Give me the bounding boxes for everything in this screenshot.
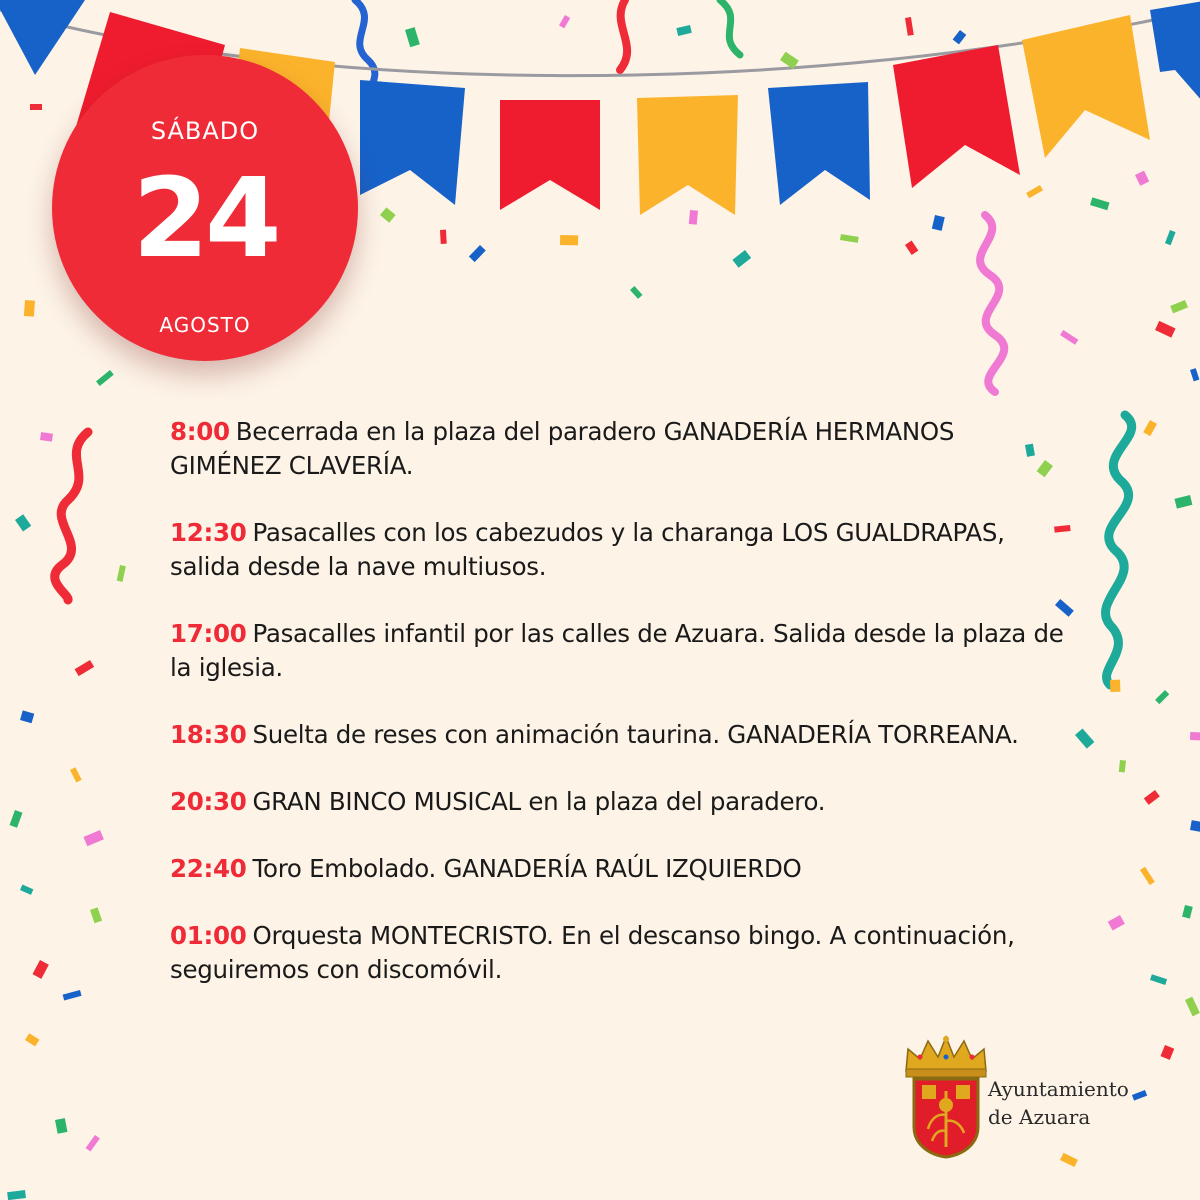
schedule-item — [170, 852, 1070, 886]
confetti-piece — [932, 215, 945, 231]
event-description: Orquesta MONTECRISTO. En el descanso bingo. A continuación, seguiremos con discomóvil. — [170, 921, 1015, 984]
confetti-piece — [24, 300, 35, 317]
confetti-piece — [96, 370, 114, 386]
confetti-piece — [1144, 790, 1160, 805]
event-time: 17:00 — [170, 619, 247, 648]
confetti-piece — [1170, 300, 1188, 313]
schedule-item — [170, 617, 1070, 685]
confetti-piece — [440, 230, 447, 244]
confetti-piece — [1026, 185, 1043, 198]
green-streamer-top — [720, 0, 740, 55]
confetti-piece — [15, 514, 31, 531]
flag — [1150, 0, 1200, 110]
logo-line-1: Ayuntamiento — [988, 1077, 1129, 1101]
flag — [1022, 15, 1150, 158]
confetti-piece — [1150, 974, 1167, 985]
confetti-piece — [905, 241, 918, 255]
confetti-piece — [32, 960, 48, 979]
schedule-item — [170, 919, 1070, 987]
confetti-piece — [86, 1135, 100, 1151]
schedule-item — [170, 785, 1070, 819]
logo-text — [988, 1075, 1129, 1131]
month-label: AGOSTO — [159, 313, 251, 337]
confetti-piece — [689, 210, 698, 225]
confetti-piece — [380, 207, 396, 222]
confetti-piece — [25, 1033, 39, 1046]
event-schedule — [170, 415, 1070, 1020]
flag — [637, 95, 738, 215]
teal-streamer — [1106, 415, 1132, 685]
confetti-piece — [1090, 197, 1110, 210]
confetti-piece — [30, 104, 42, 110]
coat-of-arms-icon — [898, 1035, 998, 1160]
town-hall-logo — [898, 1035, 1158, 1160]
event-description: GRAN BINCO MUSICAL en la plaza del paradero. — [252, 787, 826, 816]
logo-line-2: de Azuara — [988, 1105, 1091, 1129]
confetti-piece — [559, 15, 570, 28]
schedule-item — [170, 718, 1070, 752]
event-time: 12:30 — [170, 518, 247, 547]
schedule-item — [170, 415, 1070, 483]
confetti-piece — [676, 25, 691, 36]
confetti-piece — [20, 885, 33, 895]
flag — [0, 0, 85, 75]
confetti-piece — [905, 17, 914, 36]
day-number: 24 — [132, 154, 278, 282]
confetti-piece — [1161, 1045, 1175, 1060]
event-description: Suelta de reses con animación taurina. GANADERÍA TORREANA. — [252, 720, 1019, 749]
pink-streamer — [980, 215, 1004, 392]
event-time: 18:30 — [170, 720, 247, 749]
confetti-piece — [1135, 171, 1149, 186]
confetti-piece — [1108, 915, 1125, 931]
confetti-piece — [20, 710, 34, 723]
confetti-piece — [1174, 495, 1192, 509]
event-description: Toro Embolado. GANADERÍA RAÚL IZQUIERDO — [252, 854, 802, 883]
event-time: 01:00 — [170, 921, 247, 950]
event-description: Pasacalles con los cabezudos y la charanga LOS GUALDRAPAS, salida desde la nave multiusos. — [170, 518, 1005, 581]
flag — [768, 82, 870, 205]
confetti-piece — [1060, 330, 1078, 345]
confetti-piece — [1075, 728, 1094, 748]
confetti-piece — [469, 245, 486, 262]
event-time: 8:00 — [170, 417, 230, 446]
confetti-piece — [953, 30, 967, 44]
confetti-piece — [1190, 820, 1200, 833]
confetti-piece — [70, 767, 82, 782]
confetti-piece — [1185, 997, 1200, 1017]
event-description: Becerrada en la plaza del paradero GANADERÍA HERMANOS GIMÉNEZ CLAVERÍA. — [170, 417, 955, 480]
confetti-piece — [83, 830, 103, 846]
confetti-piece — [55, 1118, 67, 1134]
confetti-piece — [732, 250, 751, 268]
schedule-item — [170, 516, 1070, 584]
event-time: 20:30 — [170, 787, 247, 816]
confetti-piece — [1190, 732, 1200, 741]
confetti-piece — [1165, 230, 1176, 245]
confetti-piece — [75, 660, 95, 676]
red-streamer — [55, 432, 88, 600]
confetti-piece — [7, 1190, 26, 1200]
confetti-piece — [1119, 760, 1126, 773]
event-time: 22:40 — [170, 854, 247, 883]
confetti-piece — [63, 990, 82, 1000]
confetti-piece — [1155, 321, 1176, 338]
confetti-piece — [560, 235, 578, 245]
confetti-piece — [1155, 690, 1169, 704]
red-streamer-top — [620, 0, 627, 70]
flag — [360, 80, 465, 205]
weekday-label: SÁBADO — [150, 117, 260, 145]
flag — [893, 45, 1020, 188]
confetti-piece — [40, 432, 53, 442]
event-description: Pasacalles infantil por las calles de Azuara. Salida desde la plaza de la iglesia. — [170, 619, 1064, 682]
date-badge — [52, 55, 358, 361]
confetti-piece — [630, 286, 642, 299]
confetti-piece — [1140, 867, 1155, 885]
confetti-piece — [90, 907, 102, 923]
confetti-piece — [117, 565, 126, 582]
confetti-piece — [1143, 420, 1157, 436]
confetti-piece — [405, 27, 420, 47]
flag — [500, 100, 600, 210]
confetti-piece — [1110, 680, 1120, 692]
confetti-piece — [1182, 905, 1193, 919]
confetti-piece — [1190, 368, 1199, 381]
confetti-piece — [10, 810, 23, 828]
confetti-piece — [840, 234, 859, 243]
